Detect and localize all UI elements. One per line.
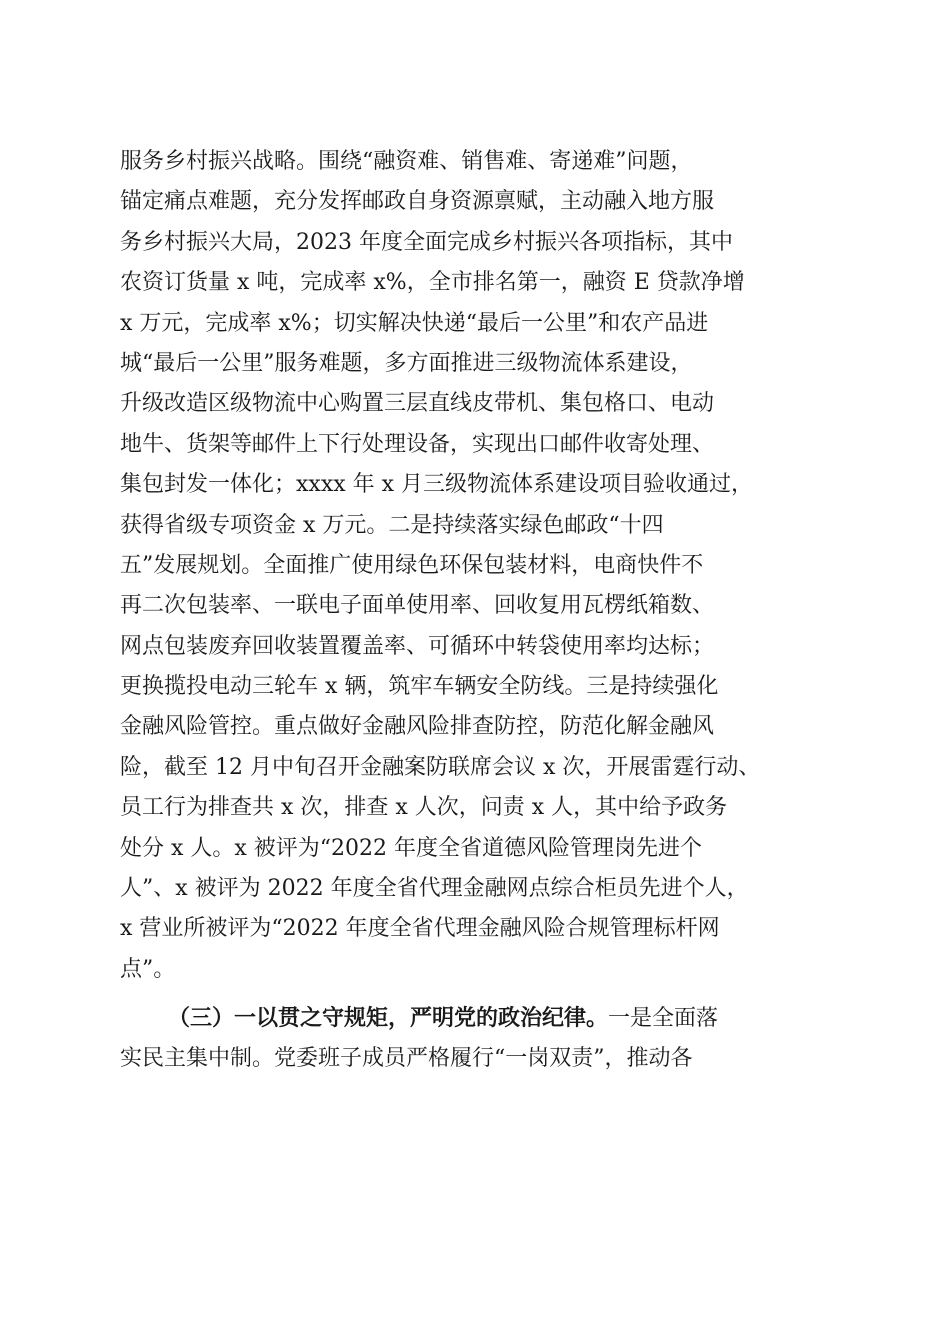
- text-line: [120, 998, 840, 1038]
- text-line: 农资订货量 x 吨，完成率 x%，全市排名第一，融资 E 贷款净增: [120, 270, 745, 296]
- text-line: 点”。: [120, 956, 176, 982]
- text-line: 再二次包装率、一联电子面单使用率、回收复用瓦楞纸箱数、: [120, 593, 715, 619]
- text-line: 人”、x 被评为 2022 年度全省代理金融网点综合柜员先进个人，: [120, 876, 749, 902]
- text-line: 处分 x 人。x 被评为“2022 年度全省道德风险管理岗先进个: [120, 835, 703, 861]
- text-line: 员工行为排查共 x 次，排查 x 人次，问责 x 人，其中给予政务: [120, 795, 728, 821]
- text-line: 更换揽投电动三轮车 x 辆，筑牢车辆安全防线。三是持续强化: [120, 674, 719, 700]
- text-line: 服务乡村振兴战略。围绕“融资难、销售难、寄递难”问题，: [120, 149, 693, 174]
- paragraph-1: [120, 142, 840, 990]
- text-line: x 营业所被评为“2022 年度全省代理金融风险合规管理标杆网: [120, 916, 720, 942]
- text-span: 一是全面落: [608, 1006, 719, 1032]
- text-line: 务乡村振兴大局，2023 年度全面完成乡村振兴各项指标，其中: [120, 229, 733, 255]
- text-line: 升级改造区级物流中心购置三层直线皮带机、集包格口、电动: [120, 391, 715, 417]
- text-line: 五”发展规划。全面推广使用绿色环保包装材料，电商快件不: [120, 552, 704, 578]
- text-line: 集包封发一体化；xxxx 年 x 月三级物流体系建设项目验收通过，: [120, 472, 754, 498]
- section-heading: （三）一以贯之守规矩，严明党的政治纪律。: [168, 1005, 609, 1032]
- text-line: 锚定痛点难题，充分发挥邮政自身资源禀赋，主动融入地方服: [120, 189, 715, 215]
- text-line: 网点包装废弃回收装置覆盖率、可循环中转袋使用率均达标；: [120, 633, 715, 659]
- text-line: 险，截至 12 月中旬召开金融案防联席会议 x 次，开展雷霆行动、: [120, 754, 761, 780]
- body-text: [120, 142, 840, 1079]
- paragraph-2: [120, 998, 840, 1079]
- text-line: 实民主集中制。党委班子成员严格履行“一岗双责”，推动各: [120, 1045, 693, 1071]
- text-line: x 万元，完成率 x%；切实解决快递“最后一公里”和农产品进: [120, 310, 709, 336]
- text-line: 地牛、货架等邮件上下行处理设备，实现出口邮件收寄处理、: [120, 431, 715, 457]
- text-line: 金融风险管控。重点做好金融风险排查防控，防范化解金融风: [120, 714, 715, 740]
- text-line: 城“最后一公里”服务难题，多方面推进三级物流体系建设，: [120, 350, 693, 376]
- text-line: 获得省级专项资金 x 万元。二是持续落实绿色邮政“十四: [120, 512, 664, 538]
